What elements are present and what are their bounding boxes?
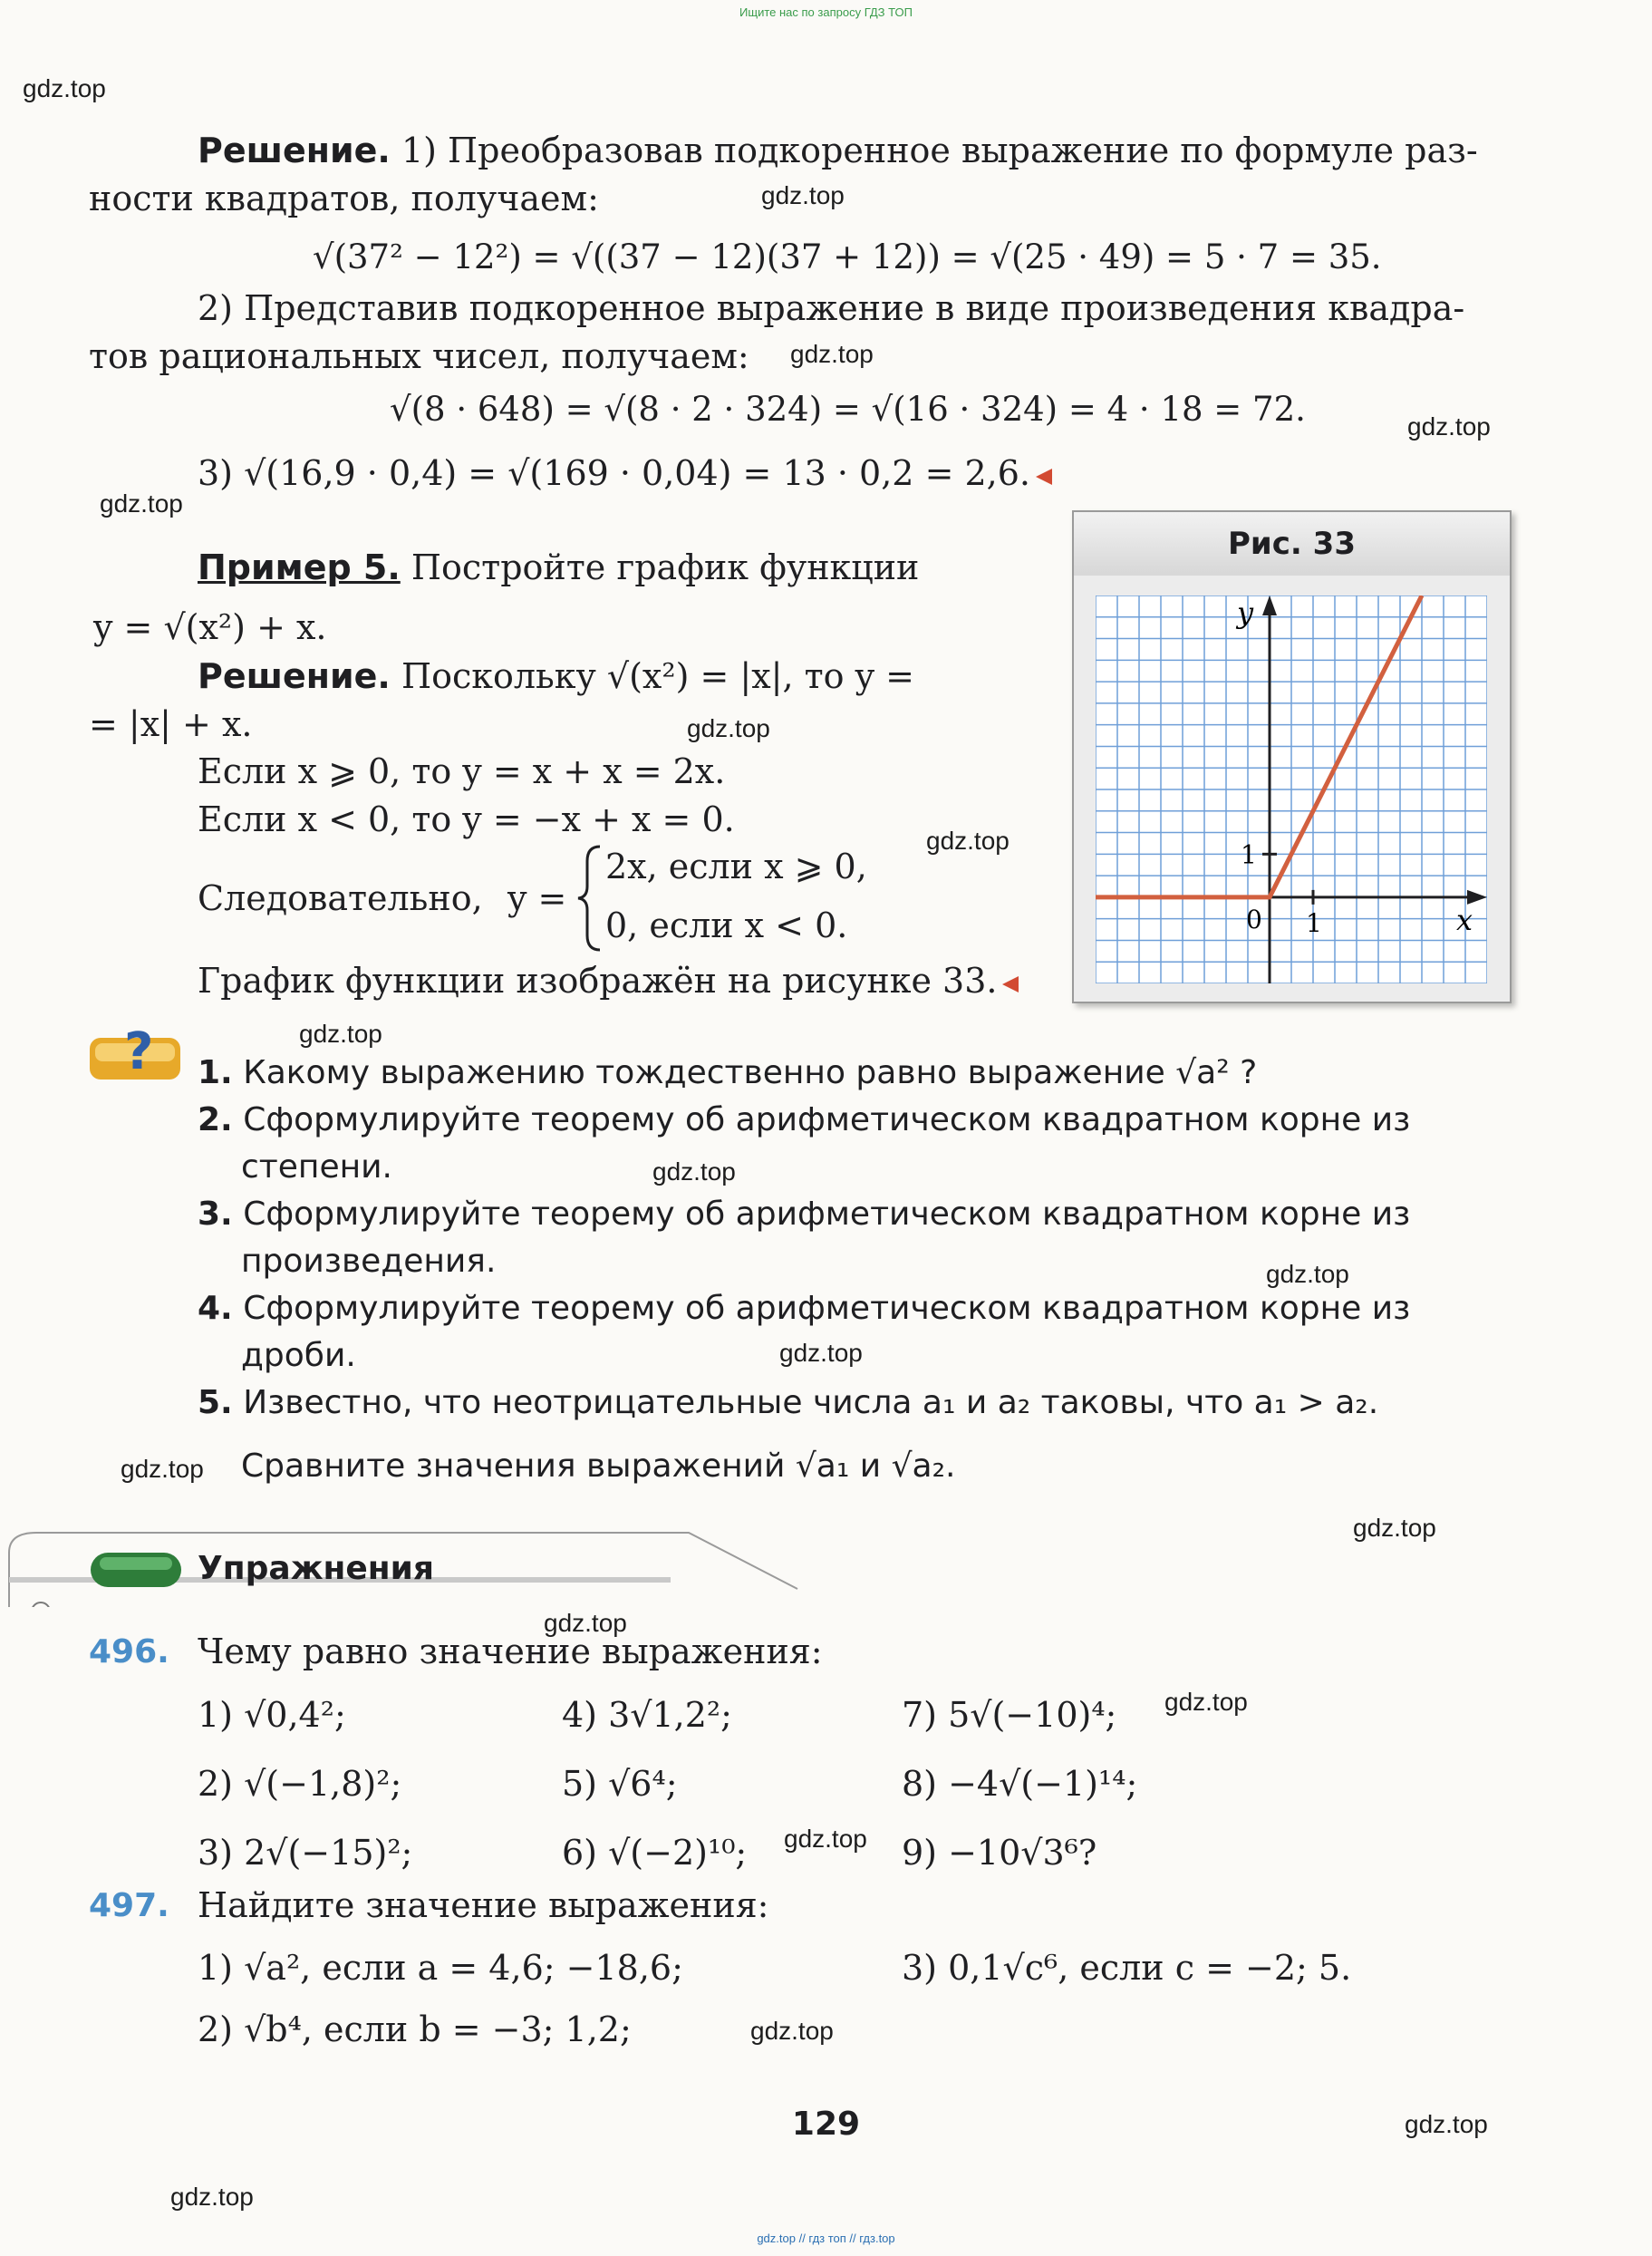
exercise-item: 2) √b⁴, если b = −3; 1,2; — [198, 2009, 632, 2049]
therefore-label: Следовательно, — [198, 878, 483, 918]
x-axis-label: x — [1456, 902, 1473, 937]
exercise-item: 3) 0,1√c⁶, если c = −2; 5. — [902, 1948, 1352, 1988]
question-2-cont: степени. — [241, 1148, 392, 1186]
x-tick-label: 1 — [1306, 907, 1322, 938]
watermark: gdz.top — [790, 340, 874, 368]
solution-line: 1) Преобразовав подкоренное выражение по формуле раз- — [401, 131, 1478, 170]
exercise-item: 8) −4√(−1)¹⁴; — [902, 1764, 1138, 1804]
watermark: gdz.top — [1405, 2110, 1488, 2138]
question-text: Сформулируйте теорему об арифметическом квадратном корне из — [243, 1196, 1411, 1233]
watermark: gdz.top — [121, 1455, 204, 1483]
exercise-item: 6) √(−2)¹⁰; — [562, 1833, 748, 1873]
figure-33 — [1072, 510, 1512, 1003]
question-3 — [198, 1191, 1410, 1238]
graph-note-text: График функции изображён на рисунке 33. — [198, 961, 998, 1001]
end-marker-icon — [1002, 976, 1019, 992]
question-2 — [198, 1097, 1410, 1144]
solution-paragraph-1 — [198, 127, 1478, 174]
watermark: gdz.top — [750, 2017, 834, 2045]
solution-label: Решение. — [198, 131, 391, 170]
watermark: gdz.top — [1266, 1260, 1349, 1288]
y-axis-label: y — [1237, 595, 1254, 630]
question-3-cont: произведения. — [241, 1243, 497, 1280]
question-4-cont: дроби. — [241, 1337, 356, 1374]
question-number: 2. — [198, 1101, 233, 1138]
question-text: Сформулируйте теорему об арифметическом квадратном корне из — [243, 1290, 1411, 1327]
formula-1: √(37² − 12²) = √((37 − 12)(37 + 12)) = √(25 · 49) = 5 · 7 = 35. — [313, 237, 1382, 276]
case-1: Если x ⩾ 0, то y = x + x = 2x. — [198, 751, 726, 791]
watermark: gdz.top — [761, 181, 845, 209]
piece-1: 2x, если x ⩾ 0, — [605, 847, 867, 886]
example-text: Постройте график функции — [411, 547, 920, 587]
figure-title: Рис. 33 — [1074, 512, 1510, 576]
question-number: 1. — [198, 1054, 233, 1091]
solution-line: тов рациональных чисел, получаем: — [89, 336, 749, 376]
svg-text:?: ? — [124, 1022, 154, 1081]
question-text: Сформулируйте теорему об арифметическом квадратном корне из — [243, 1101, 1411, 1138]
solution-line: ности квадратов, получаем: — [89, 179, 599, 218]
exercise-number: 497. — [89, 1887, 169, 1924]
formula-2: √(8 · 648) = √(8 · 2 · 324) = √(16 · 324) = 4 · 18 = 72. — [390, 390, 1306, 429]
exercise-item: 4) 3√1,2²; — [562, 1695, 732, 1735]
end-marker-icon — [1036, 469, 1052, 485]
solution-label: Решение. — [198, 656, 391, 696]
watermark: gdz.top — [1407, 412, 1491, 441]
formula-3-text: 3) √(16,9 · 0,4) = √(169 · 0,04) = 13 · 0,2 = 2,6. — [198, 453, 1030, 493]
question-icon — [86, 1018, 186, 1087]
solution-text: = |x| + x. — [89, 704, 253, 744]
piece-2: 0, если x < 0. — [605, 905, 848, 945]
brace-icon — [575, 843, 605, 954]
watermark: gdz.top — [299, 1020, 382, 1048]
question-1 — [198, 1050, 1257, 1097]
bottom-note: gdz.top // гдз топ // гдз.top — [757, 2232, 895, 2245]
piecewise-y: y = — [507, 878, 567, 918]
top-note: Ищите нас по запросу ГДЗ ТОП — [739, 5, 913, 19]
solution-line: 2) Представив подкоренное выражение в виде произведения квадра- — [198, 288, 1465, 328]
graph-chart — [1096, 595, 1487, 983]
question-5-cont: Сравните значения выражений √a₁ и √a₂. — [241, 1448, 956, 1485]
graph-note — [198, 957, 1019, 1004]
exercise-item: 2) √(−1,8)²; — [198, 1764, 402, 1804]
watermark: gdz.top — [926, 827, 1010, 855]
solution-text: Поскольку √(x²) = |x|, то y = — [401, 656, 914, 696]
watermark: gdz.top — [100, 489, 183, 518]
watermark: gdz.top — [23, 74, 106, 102]
exercise-item: 7) 5√(−10)⁴; — [902, 1695, 1117, 1735]
watermark: gdz.top — [170, 2183, 254, 2211]
exercise-number: 496. — [89, 1633, 169, 1670]
watermark: gdz.top — [779, 1339, 863, 1367]
watermark: gdz.top — [1164, 1688, 1248, 1716]
question-number: 4. — [198, 1290, 233, 1327]
exercise-text: Чему равно значение выражения: — [198, 1631, 823, 1671]
question-number: 5. — [198, 1384, 233, 1421]
exercise-text: Найдите значение выражения: — [198, 1885, 769, 1925]
origin-label: 0 — [1246, 904, 1262, 934]
watermark: gdz.top — [1353, 1514, 1436, 1542]
watermark: gdz.top — [784, 1825, 867, 1853]
question-4 — [198, 1285, 1410, 1332]
case-2: Если x < 0, то y = −x + x = 0. — [198, 799, 735, 839]
page-number: 129 — [791, 2106, 861, 2143]
watermark: gdz.top — [687, 714, 770, 742]
question-text: Какому выражению тождественно равно выражение √a² ? — [243, 1054, 1258, 1091]
example-function: y = √(x²) + x. — [93, 607, 327, 647]
exercise-item: 1) √0,4²; — [198, 1695, 346, 1735]
exercises-title: Упражнения — [198, 1550, 435, 1587]
example-5-heading — [198, 544, 919, 591]
example-solution — [198, 653, 914, 700]
question-5 — [198, 1380, 1378, 1427]
formula-3 — [198, 450, 1052, 497]
watermark: gdz.top — [652, 1157, 736, 1186]
exercise-item: 5) √6⁴; — [562, 1764, 678, 1804]
question-text: Известно, что неотрицательные числа a₁ и a₂ таковы, что a₁ > a₂. — [243, 1384, 1379, 1421]
example-label: Пример 5. — [198, 547, 401, 587]
watermark: gdz.top — [544, 1609, 627, 1637]
exercise-item: 3) 2√(−15)²; — [198, 1833, 413, 1873]
exercise-item: 1) √a², если a = 4,6; −18,6; — [198, 1948, 683, 1988]
y-tick-label: 1 — [1241, 839, 1257, 870]
exercise-item: 9) −10√3⁶? — [902, 1833, 1097, 1873]
question-number: 3. — [198, 1196, 233, 1233]
